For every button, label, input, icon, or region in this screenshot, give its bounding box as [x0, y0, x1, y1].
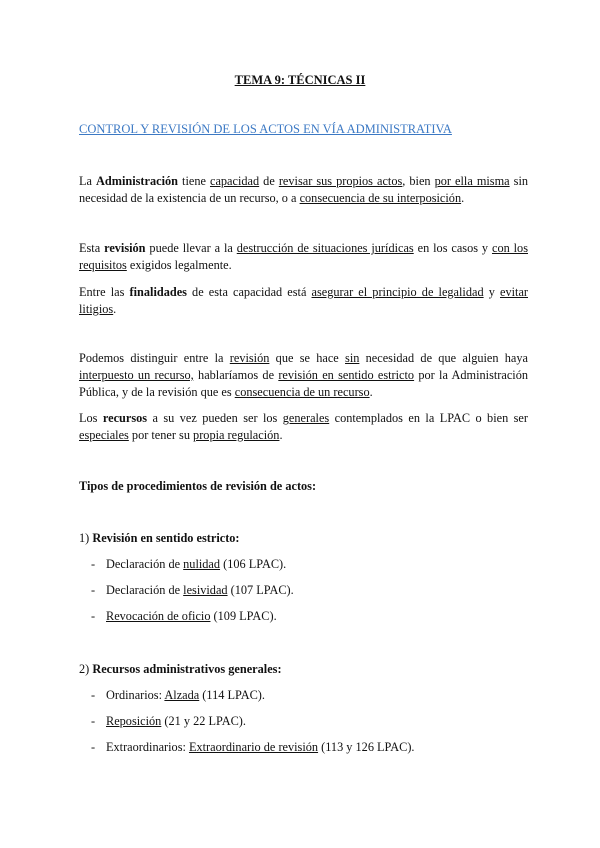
- paragraph-finalidades: Entre las finalidades de esta capacidad está asegurar el principio de legalidad y evitar litigios.: [79, 285, 528, 316]
- paragraph-administracion: La Administración tiene capacidad de revisar sus propios actos, bien por ella misma sin necesidad de la existencia de un recurso, o a consecuencia de su interposición.: [79, 174, 529, 205]
- section-2-heading: 2) Recursos administrativos generales:: [79, 662, 282, 676]
- section-1-heading: 1) Revisión en sentido estricto:: [79, 531, 240, 545]
- paragraph-revision: Esta revisión puede llevar a la destrucción de situaciones jurídicas en los casos y con los requisitos exigidos legalmente.: [79, 241, 528, 272]
- list-item: - Ordinarios: Alzada (114 LPAC).: [91, 688, 265, 702]
- list-item: - Declaración de lesividad (107 LPAC).: [91, 583, 294, 597]
- list-item: - Extraordinarios: Extraordinario de revisión (113 y 126 LPAC).: [91, 740, 415, 754]
- paragraph-distinguir: Podemos distinguir entre la revisión que se hace sin necesidad de que alguien haya interpuesto un recurso, hablaríamos de revisión en sentido estricto por la Administración Pública, y de la revisión que es consecuencia de un recurso.: [79, 351, 529, 399]
- list-item: - Declaración de nulidad (106 LPAC).: [91, 557, 287, 571]
- list-item: - Revocación de oficio (109 LPAC).: [91, 609, 277, 623]
- list-item: - Reposición (21 y 22 LPAC).: [91, 714, 246, 728]
- document-title: TEMA 9: TÉCNICAS II: [234, 73, 366, 87]
- section-subtitle: CONTROL Y REVISIÓN DE LOS ACTOS EN VÍA ADMINISTRATIVA: [79, 122, 452, 136]
- paragraph-recursos: Los recursos a su vez pueden ser los generales contemplados en la LPAC o bien ser especiales por tener su propia regulación.: [79, 411, 528, 442]
- tipos-heading: Tipos de procedimientos de revisión de actos:: [79, 479, 317, 493]
